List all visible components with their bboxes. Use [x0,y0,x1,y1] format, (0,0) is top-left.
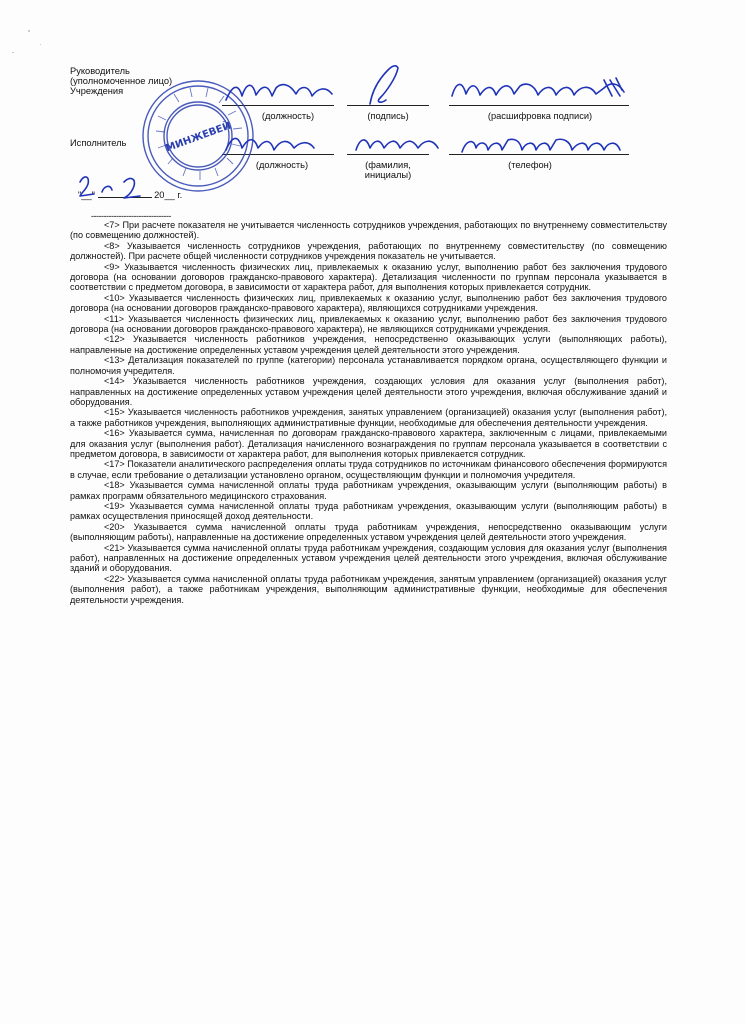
footnote: <8> Указывается численность сотрудников учреждения, работающих по внутреннему совместительству (по совмещению должностей). При расчете общей численности сотрудников учреждения показатель не учитывается. [70,240,667,262]
date-prefix: "__" [78,190,95,200]
footnote: <7> При расчете показателя не учитывается численность сотрудников учреждения, работающих по внутреннему совместительству (по совмещению должностей). [70,220,667,241]
phone-caption: (телефон) [508,160,552,170]
footnote: <21> Указывается сумма начисленной оплаты труда работникам учреждения, создающим условия для оказания услуг (выполнения работ), направленных на достижение определенных уставом учреждения целей деятельности этого учреждения, включая обслуживание зданий и оборудования. [70,542,667,574]
head-label-sub: (уполномоченное лицо) [70,76,173,86]
date-year: 20__ г. [154,190,183,200]
surname-caption: (фамилия, [365,160,411,170]
footnote: <15> Указывается численность работников учреждения, занятых управлением (организацией) оказания услуг (выполнения работ), а также работников учреждения, выполняющих административные функции, необходимые для обеспечения деятельности учреждения. [70,407,667,428]
footnote: <19> Указывается сумма начисленной оплаты труда работникам учреждения, оказывающим услуги (выполняющим работы) в рамках осуществления приносящей доход деятельности. [70,500,667,522]
executor-label: Исполнитель [70,138,127,148]
footnote: <12> Указывается численность работников учреждения, непосредственно оказывающих услуги (выполняющих работы), направленные на достижение определенных уставом учреждения целей деятельности этого учреждения. [70,334,667,355]
footnote: <14> Указывается численность работников учреждения, создающих условия для оказания услуг (выполнения работ), направленных на достижение определенных уставом учреждения целей деятельности этого учреждения, включая обслуживание зданий и оборудования. [70,376,667,407]
decoding-caption: (расшифровка подписи) [487,111,593,121]
stamp-center-text: МИНЖЕВЕЙ [164,120,233,155]
footnotes-block [70,220,667,605]
footnote: <16> Указывается сумма, начисленная по договорам гражданско-правового характера, заключенным с лицами, привлекаемыми для оказания услуг (выполнения работ). Детализация начисленного вознаграждения по группам персонала указывается в соответствии с предметом договора, в зависимости от характера работ, для выполнения которых привлекается сотрудник. [70,428,667,459]
footnote: <9> Указывается численность физических лиц, привлекаемых к оказанию услуг, выполнению работ без заключения трудового договора (на основании договоров гражданско-правового характера). Детализация численности по группам персонала указывается в соответствии с предметом договора, в зависимости от характера работ, для выполнения которых привлекается сотрудник. [70,261,667,293]
head-label: Руководитель [70,66,130,76]
footnote: <20> Указывается сумма начисленной оплаты труда работникам учреждения, непосредственно оказывающим услуги (выполняющим работы), направленные на достижение определенных уставом учреждения целей деятельности этого учреждения. [70,521,667,543]
initials-caption: инициалы) [364,170,412,180]
handwritten-signatures [0,0,745,220]
footnote: <18> Указывается сумма начисленной оплаты труда работникам учреждения, оказывающим услуги (выполняющим работы) в рамках программ обязательного медицинского страхования. [70,480,667,501]
footnote: <11> Указывается численность физических лиц, привлекаемых к оказанию услуг, выполнению работ без заключения трудового договора (на основании договоров гражданско-правового характера), не являющихся сотрудниками учреждения. [70,313,667,335]
footnote: <22> Указывается сумма начисленной оплаты труда работникам учреждения, занятым управлением (организацией) оказания услуг (выполнения работ), а также работникам учреждения, выполняющим административные функции, необходимые для обеспечения деятельности учреждения. [70,573,667,605]
head-label-sub: Учреждения [70,86,124,96]
footnote: <17> Показатели аналитического распределения оплаты труда сотрудников по источникам финансового обеспечения формируются в случае, если требование о детализации установлено органом, осуществляющим функции и полномочия учредителя. [70,459,667,480]
position-caption: (должность) [261,111,315,121]
footnote-separator: -------------------------------- [91,211,171,221]
footnote: <10> Указывается численность физических лиц, привлекаемых к оказанию услуг, выполнению работ без заключения трудового договора (на основании договоров гражданско-правового характера), являющихся сотрудниками учреждения. [70,292,667,314]
signature-caption: (подпись) [367,111,409,121]
position-caption-2: (должность) [255,160,309,170]
footnote: <13> Детализация показателей по группе (категории) персонала устанавливается порядком органа, осуществляющего функции и полномочия учредителя. [70,355,667,376]
